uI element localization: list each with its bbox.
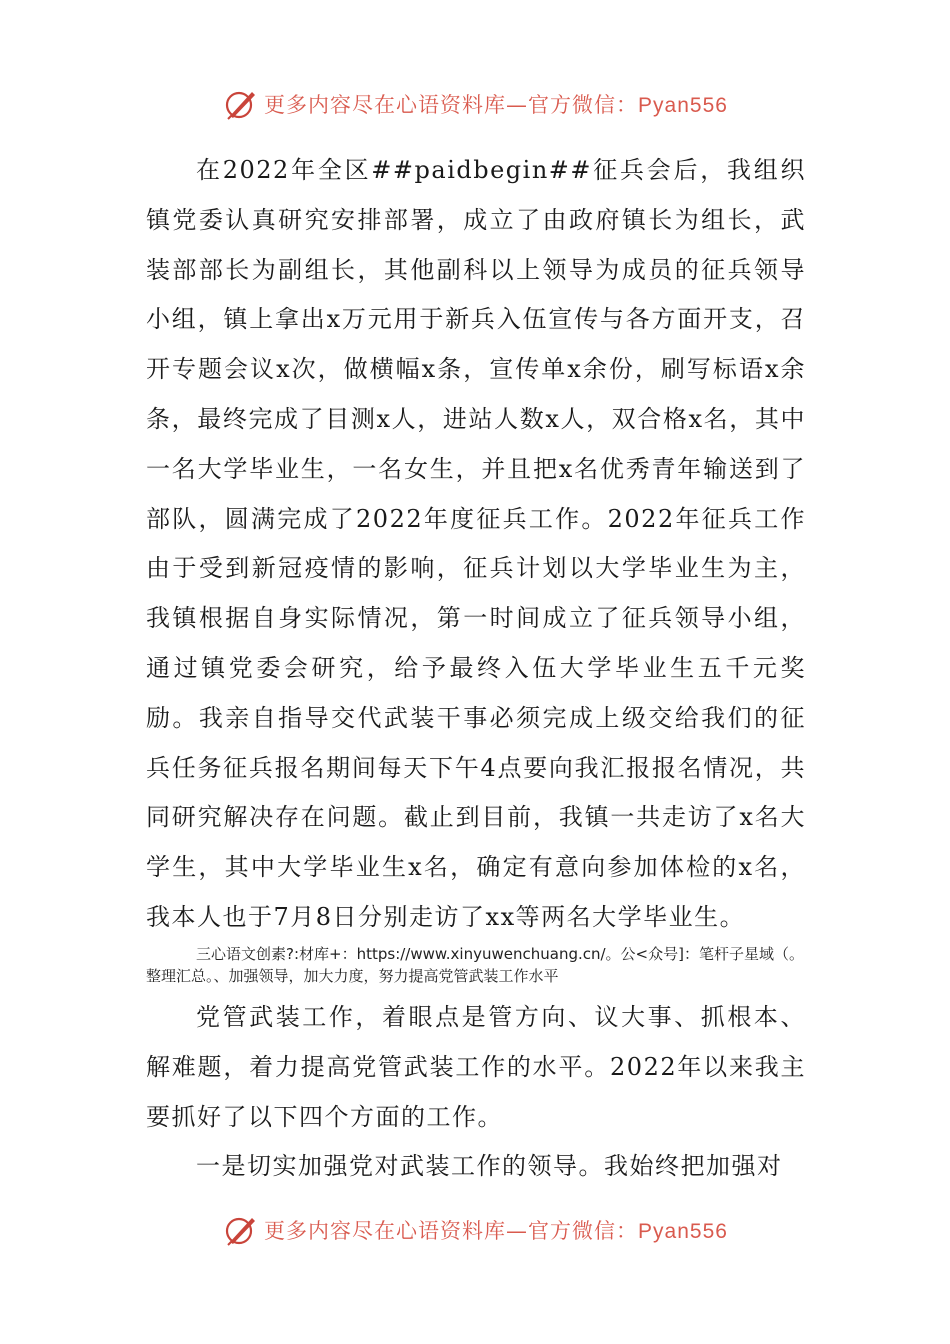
source-note-line-2: 整理汇总。、加强领导，加大力度，努力提高党管武装工作水平 (146, 967, 559, 985)
paragraph-3-text: 一是切实加强党对武装工作的领导。我始终把加强对 (196, 1152, 783, 1180)
header-banner-text (264, 89, 728, 119)
quill-pen-logo-icon (222, 86, 258, 122)
paragraph-1-text: 在2022年全区##paidbegin##征兵会后，我组织镇党委认真研究安排部署，成立了由政府镇长为组长，武装部部长为副组长，其他副科以上领导为成员的征兵领导小组，镇上拿出x万元用于新兵入伍宣传与各方面开支，召开专题会议x次，做横幅x条，宣传单x余份，刷写标语x余条，最终完成了目测x人，进站人数x人，双合格x名，其中一名大学毕业生，一名女生，并且把x名优秀青年输送到了部队，圆满完成了2022年度征兵工作。2022年征兵工作由于受到新冠疫情的影响，征兵计划以大学毕业生为主，我镇根据自身实际情况，第一时间成立了征兵领导小组，通过镇党委会研究，给予最终入伍大学毕业生五千元奖励。我亲自指导交代武装干事必须完成上级交给我们的征兵任务征兵报名期间每天下午4点要向我汇报报名情况，共同研究解决存在问题。截止到目前，我镇一共走访了x名大学生，其中大学毕业生x名，确定有意向参加体检的x名，我本人也于7月8日分别走访了xx等两名大学毕业生。 (146, 156, 806, 931)
paragraph-1 (146, 146, 806, 943)
footer-wechat-id: Pyan556 (638, 1220, 728, 1243)
footer-banner (0, 1206, 950, 1254)
paragraph-3 (146, 1142, 806, 1192)
header-slogan: 更多内容尽在心语资料库—官方微信： (264, 93, 639, 117)
footer-banner-text (264, 1215, 728, 1245)
source-note-line-1: 三心语文创素?:材库+：https://www.xinyuwenchuang.cn/。公<众号]：笔杆子星域（。 (196, 945, 804, 963)
footer-slogan: 更多内容尽在心语资料库—官方微信： (264, 1219, 639, 1243)
paragraph-2 (146, 993, 806, 1142)
header-wechat-id: Pyan556 (638, 94, 728, 117)
quill-pen-logo-icon (222, 1212, 258, 1248)
paragraph-2-text: 党管武装工作，着眼点是管方向、议大事、抓根本、解难题，着力提高党管武装工作的水平。2022年以来我主要抓好了以下四个方面的工作。 (146, 1003, 806, 1131)
header-banner (0, 80, 950, 128)
